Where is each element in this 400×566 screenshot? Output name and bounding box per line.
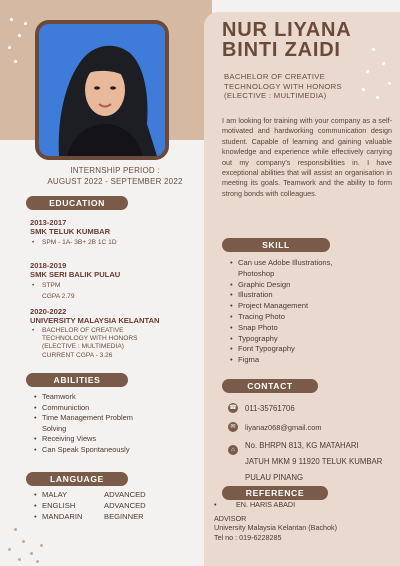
language-row: [32, 511, 146, 522]
list-item: • Tracing Photo: [228, 312, 333, 323]
language-name: • MALAY: [32, 489, 104, 500]
education-detail: • SPM - 1A- 3B+ 2B 1C 1D: [30, 239, 117, 247]
degree-title: [224, 72, 396, 101]
education-extra: CGPA 2.79: [42, 293, 75, 300]
list-item: • Receiving Views: [32, 434, 133, 445]
candidate-name: [222, 20, 394, 60]
list-item: • Can Speak Spontaneously: [32, 445, 133, 456]
reference-block: [214, 500, 394, 542]
language-row: [32, 500, 146, 511]
profile-summary: I am looking for training with your company as a self-motivated and hardworking communication design student. Capable of learning and gaining valuable knowledge and experience while effectively carrying out my company's responsibilities in. I have exceptional abilities that will assist an organisation in meeting its goals. Teamwork and the ability to form strong bonds with colleagues.: [222, 116, 392, 198]
reference-heading: REFERENCE: [222, 486, 328, 500]
contact-heading: CONTACT: [222, 379, 318, 393]
name-line: NUR LIYANA: [222, 19, 352, 41]
contact-phone: [228, 403, 295, 414]
language-level: ADVANCED: [104, 501, 146, 510]
list-item-continuation: Photoshop: [238, 268, 275, 278]
education-heading: EDUCATION: [26, 196, 128, 210]
education-detail-line: • BACHELOR OF CREATIVE: [30, 327, 160, 335]
portrait-illustration: [39, 24, 165, 156]
name-line: BINTI ZAIDI: [222, 39, 341, 61]
skill-list: [228, 258, 333, 366]
language-level: BEGINNER: [104, 512, 144, 521]
abilities-list: [32, 392, 133, 455]
abilities-heading: ABILITIES: [26, 373, 128, 387]
address-line: JATUH MKM 9 11920 TELUK KUMBAR: [245, 457, 383, 466]
language-level: ADVANCED: [104, 490, 146, 499]
education-years: 2018-2019: [30, 261, 67, 270]
education-extra: CURRENT CGPA - 3.26: [42, 352, 113, 359]
reference-tel: Tel no : 019-6228285: [214, 532, 282, 542]
language-name: • MANDARIN: [32, 511, 104, 522]
list-item: • Teamwork: [32, 392, 133, 403]
list-item: • Can use Adobe Illustrations,: [228, 258, 333, 269]
list-item: • Graphic Design: [228, 280, 333, 291]
list-item: • Font Typography: [228, 344, 333, 355]
education-school: SMK TELUK KUMBAR: [30, 227, 111, 236]
language-name: • ENGLISH: [32, 500, 104, 511]
degree-line: TECHNOLOGY WITH HONORS: [224, 81, 342, 91]
address-line: PULAU PINANG: [245, 473, 304, 482]
degree-line: (ELECTIVE : MULTIMEDIA): [224, 91, 327, 100]
list-item: • Illustration: [228, 290, 333, 301]
reference-name: • EN. HARIS ABADI: [212, 500, 394, 510]
mail-icon: ✉: [228, 422, 238, 432]
list-item: • Figma: [228, 355, 333, 366]
contact-address: [228, 440, 382, 483]
address-line: No. BHRPN 813, KG MATAHARI: [245, 441, 359, 450]
language-row: [32, 489, 146, 500]
home-icon: ⌂: [228, 445, 238, 455]
education-school: SMK SERI BALIK PULAU: [30, 270, 121, 279]
list-item: • Snap Photo: [228, 323, 333, 334]
internship-period: [20, 165, 210, 187]
list-item-continuation: Solving: [42, 423, 67, 433]
list-item: • Project Management: [228, 301, 333, 312]
language-table: [32, 489, 146, 522]
phone-text: 011-35761706: [245, 404, 295, 413]
list-item: • Typography: [228, 334, 333, 345]
reference-role: ADVISOR: [214, 513, 247, 523]
contact-email: [228, 422, 322, 433]
skill-heading: SKILL: [222, 238, 330, 252]
degree-line: BACHELOR OF CREATIVE: [224, 72, 326, 81]
education-school: UNIVERSITY MALAYSIA KELANTAN: [30, 316, 160, 325]
reference-org: University Malaysia Kelantan (Bachok): [214, 523, 338, 533]
internship-label: INTERNSHIP PERIOD :: [70, 166, 160, 175]
education-detail-line: (ELECTIVE : MULTIMEDIA): [42, 343, 124, 350]
education-years: 2013-2017: [30, 218, 67, 227]
email-text: liyanaz068@gmail.com: [245, 423, 322, 432]
education-detail-line: TECHNOLOGY WITH HONORS: [42, 335, 138, 342]
phone-icon: ☎: [229, 405, 237, 411]
education-entry: [30, 218, 117, 247]
language-heading: LANGUAGE: [26, 472, 128, 486]
education-years: 2020-2022: [30, 307, 67, 316]
list-item: • Time Management Problem: [32, 413, 133, 424]
education-entry: [30, 261, 120, 301]
education-detail: • STPM: [30, 282, 120, 290]
internship-dates: AUGUST 2022 - SEPTEMBER 2022: [47, 177, 183, 186]
education-entry: [30, 307, 160, 360]
profile-photo: [35, 20, 169, 160]
list-item: • Communiction: [32, 403, 133, 414]
